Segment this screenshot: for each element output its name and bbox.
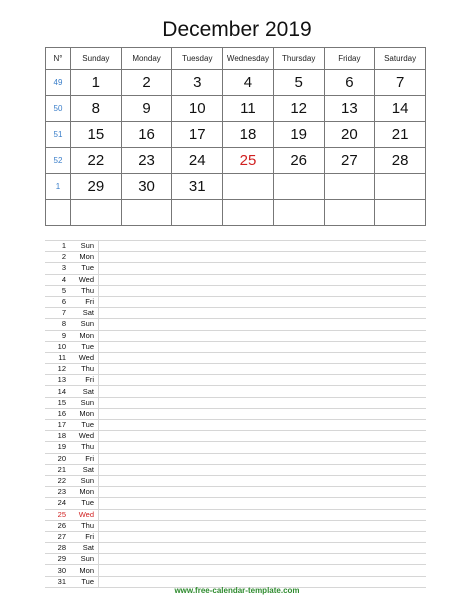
week-row [46,200,426,226]
list-note-field[interactable] [99,464,427,475]
day-cell[interactable]: 5 [273,70,324,96]
day-cell[interactable]: 21 [375,122,426,148]
list-day-number: 22 [45,475,68,486]
week-number [46,200,71,226]
list-day-number: 20 [45,453,68,464]
list-item [45,263,426,274]
list-day-number: 31 [45,576,68,587]
list-day-number: 30 [45,565,68,576]
footer-link[interactable]: www.free-calendar-template.com [174,586,300,595]
day-cell[interactable]: 16 [121,122,172,148]
day-cell[interactable]: 22 [71,148,122,174]
day-cell[interactable]: 17 [172,122,223,148]
list-note-field[interactable] [99,364,427,375]
list-item [45,352,426,363]
list-weekday: Mon [68,408,99,419]
day-cell[interactable] [273,200,324,226]
list-weekday: Wed [68,431,99,442]
week-row [46,96,426,122]
list-note-field[interactable] [99,386,427,397]
list-note-field[interactable] [99,520,427,531]
day-cell[interactable]: 15 [71,122,122,148]
list-note-field[interactable] [99,375,427,386]
list-item [45,420,426,431]
list-day-number: 21 [45,464,68,475]
list-day-number: 13 [45,375,68,386]
week-number-header: N° [46,48,71,70]
list-weekday: Tue [68,498,99,509]
list-weekday: Thu [68,520,99,531]
list-day-number: 26 [45,520,68,531]
list-day-number: 10 [45,341,68,352]
list-note-field[interactable] [99,442,427,453]
list-weekday: Sun [68,475,99,486]
list-weekday: Fri [68,453,99,464]
list-item [45,308,426,319]
list-day-number: 8 [45,319,68,330]
list-day-number: 15 [45,397,68,408]
list-day-number: 18 [45,431,68,442]
weekday-header: Saturday [375,48,426,70]
list-day-number: 1 [45,241,68,252]
list-item [45,498,426,509]
list-day-number: 14 [45,386,68,397]
list-day-number: 6 [45,296,68,307]
week-row [46,174,426,200]
day-cell[interactable] [223,174,274,200]
list-weekday: Sat [68,308,99,319]
weekday-header: Tuesday [172,48,223,70]
list-day-number: 28 [45,543,68,554]
weekday-header-row [46,48,426,70]
day-cell[interactable]: 29 [71,174,122,200]
list-item [45,520,426,531]
list-note-field[interactable] [99,308,427,319]
weekday-header: Sunday [71,48,122,70]
weekday-header: Friday [324,48,375,70]
list-weekday: Mon [68,330,99,341]
list-day-number: 4 [45,274,68,285]
list-item [45,487,426,498]
list-day-number: 17 [45,420,68,431]
list-item [45,554,426,565]
list-item [45,475,426,486]
list-item [45,241,426,252]
list-note-field[interactable] [99,241,427,252]
list-day-number: 11 [45,352,68,363]
list-weekday: Sat [68,386,99,397]
list-day-number: 27 [45,531,68,542]
list-item [45,464,426,475]
list-note-field[interactable] [99,420,427,431]
day-cell[interactable]: 4 [223,70,274,96]
week-number: 50 [46,96,71,122]
day-cell-holiday[interactable]: 25 [223,148,274,174]
day-cell[interactable] [324,174,375,200]
list-day-number: 24 [45,498,68,509]
day-cell[interactable]: 1 [71,70,122,96]
list-note-field[interactable] [99,330,427,341]
list-day-number: 9 [45,330,68,341]
list-day-number: 23 [45,487,68,498]
day-cell[interactable]: 10 [172,96,223,122]
weekday-header: Monday [121,48,172,70]
list-note-field[interactable] [99,252,427,263]
list-note-field[interactable] [99,274,427,285]
list-item [45,543,426,554]
list-day-number: 29 [45,554,68,565]
day-cell[interactable]: 13 [324,96,375,122]
list-item [45,442,426,453]
list-day-number: 5 [45,285,68,296]
week-number: 51 [46,122,71,148]
list-note-field[interactable] [99,431,427,442]
day-cell[interactable] [375,174,426,200]
list-day-number: 12 [45,364,68,375]
day-cell[interactable]: 27 [324,148,375,174]
list-weekday: Fri [68,531,99,542]
list-weekday: Tue [68,263,99,274]
day-cell[interactable]: 20 [324,122,375,148]
list-weekday: Mon [68,565,99,576]
list-item [45,364,426,375]
weekday-header: Wednesday [223,48,274,70]
list-note-field[interactable] [99,554,427,565]
list-weekday: Sat [68,464,99,475]
day-cell[interactable]: 7 [375,70,426,96]
day-cell[interactable]: 19 [273,122,324,148]
list-note-field[interactable] [99,453,427,464]
list-note-field[interactable] [99,341,427,352]
week-number: 1 [46,174,71,200]
day-cell[interactable]: 2 [121,70,172,96]
daily-notes-list [45,240,426,588]
list-day-number: 2 [45,252,68,263]
day-cell[interactable] [324,200,375,226]
list-item [45,252,426,263]
list-weekday: Fri [68,375,99,386]
day-cell[interactable] [223,200,274,226]
list-note-field[interactable] [99,408,427,419]
list-note-field[interactable] [99,352,427,363]
list-item [45,408,426,419]
list-weekday: Sun [68,397,99,408]
week-number: 52 [46,148,71,174]
day-cell[interactable]: 11 [223,96,274,122]
week-row [46,122,426,148]
month-grid [45,47,426,226]
list-item [45,296,426,307]
list-weekday: Sat [68,543,99,554]
list-item [45,319,426,330]
day-cell[interactable] [273,174,324,200]
list-day-number: 19 [45,442,68,453]
list-day-number: 7 [45,308,68,319]
day-cell[interactable]: 31 [172,174,223,200]
list-item [45,453,426,464]
day-cell[interactable]: 18 [223,122,274,148]
day-cell[interactable]: 3 [172,70,223,96]
list-item [45,509,426,520]
list-note-field[interactable] [99,543,427,554]
list-weekday: Mon [68,252,99,263]
list-weekday: Wed [68,352,99,363]
list-weekday: Thu [68,442,99,453]
list-note-field[interactable] [99,397,427,408]
day-cell[interactable]: 26 [273,148,324,174]
list-note-field[interactable] [99,487,427,498]
list-item [45,397,426,408]
list-weekday: Thu [68,364,99,375]
list-item [45,375,426,386]
list-day-number: 16 [45,408,68,419]
list-note-field[interactable] [99,509,427,520]
list-item [45,386,426,397]
day-cell[interactable]: 28 [375,148,426,174]
list-weekday: Wed [68,509,99,520]
day-cell[interactable]: 9 [121,96,172,122]
list-note-field[interactable] [99,475,427,486]
list-item [45,330,426,341]
day-cell[interactable]: 23 [121,148,172,174]
list-note-field[interactable] [99,263,427,274]
calendar-title: December 2019 [162,18,312,41]
list-note-field[interactable] [99,319,427,330]
list-weekday: Fri [68,296,99,307]
list-item [45,341,426,352]
list-item [45,431,426,442]
day-cell[interactable] [375,200,426,226]
list-weekday: Thu [68,285,99,296]
list-note-field[interactable] [99,498,427,509]
list-note-field[interactable] [99,565,427,576]
list-weekday: Tue [68,341,99,352]
day-cell[interactable]: 6 [324,70,375,96]
list-weekday: Wed [68,274,99,285]
list-item [45,565,426,576]
list-item [45,274,426,285]
list-item [45,285,426,296]
day-cell[interactable]: 30 [121,174,172,200]
day-cell[interactable]: 8 [71,96,122,122]
list-day-number: 3 [45,263,68,274]
week-row [46,148,426,174]
list-weekday: Tue [68,576,99,587]
week-row [46,70,426,96]
list-weekday: Sun [68,319,99,330]
list-weekday: Mon [68,487,99,498]
weekday-header: Thursday [273,48,324,70]
day-cell[interactable] [172,200,223,226]
list-weekday: Tue [68,420,99,431]
day-cell[interactable]: 24 [172,148,223,174]
list-note-field[interactable] [99,531,427,542]
list-weekday: Sun [68,554,99,565]
list-day-number: 25 [45,509,68,520]
list-weekday: Sun [68,241,99,252]
day-cell[interactable]: 14 [375,96,426,122]
list-item [45,531,426,542]
day-cell[interactable]: 12 [273,96,324,122]
day-cell[interactable] [121,200,172,226]
list-note-field[interactable] [99,296,427,307]
week-number: 49 [46,70,71,96]
list-note-field[interactable] [99,285,427,296]
day-cell[interactable] [71,200,122,226]
